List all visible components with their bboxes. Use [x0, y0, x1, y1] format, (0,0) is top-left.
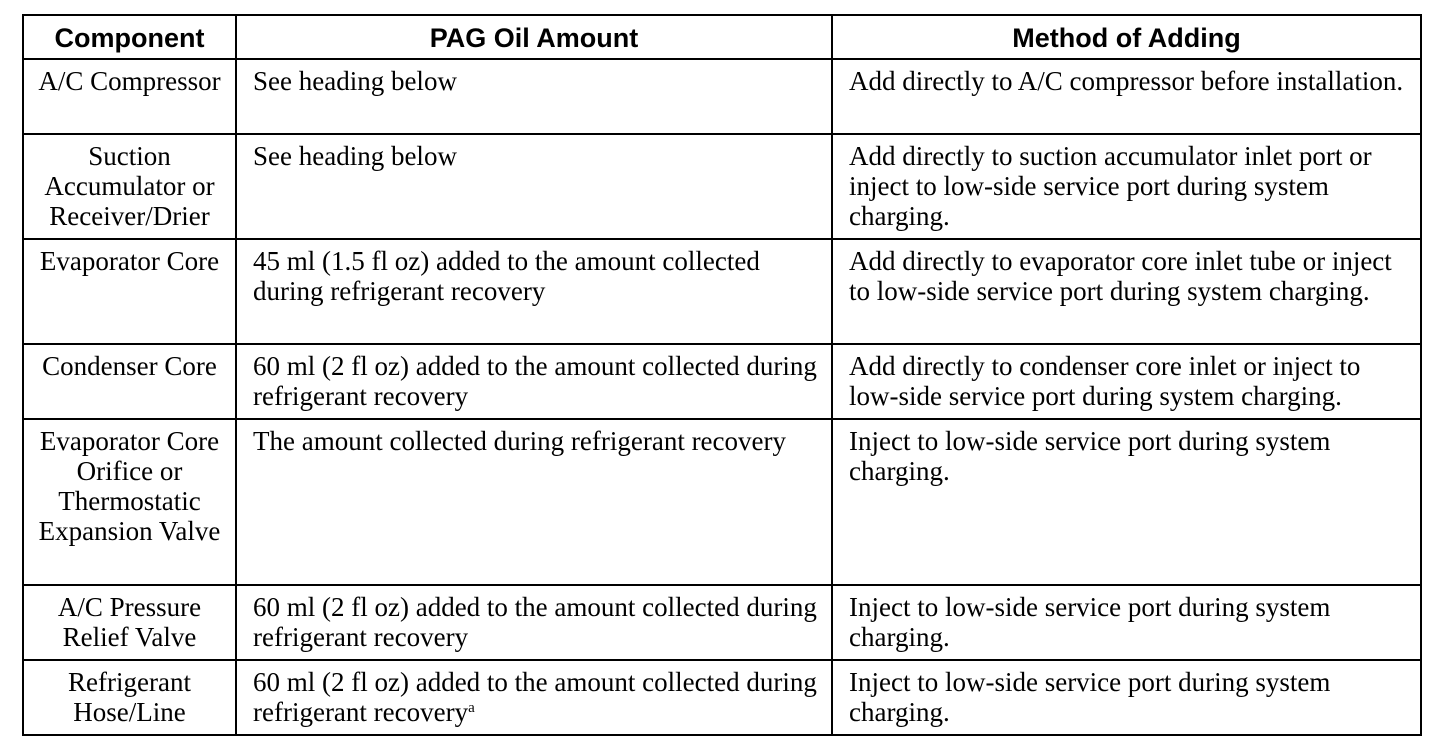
amount-cell: 60 ml (2 fl oz) added to the amount collected during refrigerant recovery: [236, 344, 832, 419]
component-cell: Suction Accumulator or Receiver/Drier: [23, 134, 236, 239]
table-row: [23, 134, 1421, 239]
header-method-of-adding: Method of Adding: [832, 15, 1421, 59]
method-cell: Add directly to A/C compressor before installation.: [832, 59, 1421, 134]
component-cell: Evaporator Core: [23, 239, 236, 344]
table-row: [23, 344, 1421, 419]
amount-text: 60 ml (2 fl oz) added to the amount collected during refrigerant recovery: [253, 667, 817, 727]
component-cell: Refrigerant Hose/Line: [23, 660, 236, 735]
component-cell: A/C Compressor: [23, 59, 236, 134]
method-cell: Inject to low-side service port during system charging.: [832, 419, 1421, 585]
table-row: [23, 585, 1421, 660]
header-pag-oil-amount: PAG Oil Amount: [236, 15, 832, 59]
header-component: Component: [23, 15, 236, 59]
method-cell: Inject to low-side service port during system charging.: [832, 585, 1421, 660]
amount-cell: 45 ml (1.5 fl oz) added to the amount collected during refrigerant recovery: [236, 239, 832, 344]
table-row: [23, 419, 1421, 585]
component-cell: Evaporator Core Orifice or Thermostatic Expansion Valve: [23, 419, 236, 585]
table-row: [23, 59, 1421, 134]
amount-cell: See heading below: [236, 134, 832, 239]
method-cell: Add directly to condenser core inlet or inject to low-side service port during system charging.: [832, 344, 1421, 419]
amount-cell: [236, 660, 832, 735]
method-cell: Inject to low-side service port during system charging.: [832, 660, 1421, 735]
table-row: [23, 239, 1421, 344]
component-cell: A/C Pressure Relief Valve: [23, 585, 236, 660]
method-cell: Add directly to suction accumulator inlet port or inject to low-side service port during system charging.: [832, 134, 1421, 239]
amount-cell: 60 ml (2 fl oz) added to the amount collected during refrigerant recovery: [236, 585, 832, 660]
method-cell: Add directly to evaporator core inlet tube or inject to low-side service port during system charging.: [832, 239, 1421, 344]
footnote-marker: a: [468, 700, 475, 716]
amount-cell: See heading below: [236, 59, 832, 134]
table-row: [23, 660, 1421, 735]
component-cell: Condenser Core: [23, 344, 236, 419]
amount-cell: The amount collected during refrigerant recovery: [236, 419, 832, 585]
table-header-row: [23, 15, 1421, 59]
pag-oil-table: [22, 14, 1422, 736]
